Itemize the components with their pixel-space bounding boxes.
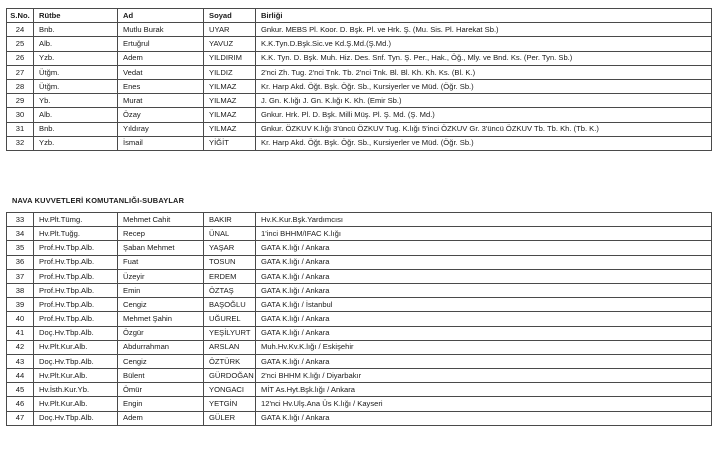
- cell-unit: Gnkur. MEBS Pl. Koor. D. Bşk. Pl. ve Hrk. Ş. (Mu. Sis. Pl. Harekat Sb.): [256, 23, 712, 37]
- cell-sno: 36: [7, 255, 34, 269]
- cell-surname: YEŞİLYURT: [204, 326, 256, 340]
- cell-unit: Kr. Harp Akd. Öğt. Bşk. Öğr. Sb., Kursiyerler ve Müd. (Öğr. Sb.): [256, 79, 712, 93]
- cell-unit: Gnkur. ÖZKUV K.lığı 3'üncü ÖZKUV Tug. K.lığı 5'inci ÖZKUV Gr. 3'üncü ÖZKUV Tb. Tb. Kh. (Tb. K.): [256, 122, 712, 136]
- cell-rank: Ütğm.: [34, 65, 118, 79]
- header-first-name: Ad: [118, 9, 204, 23]
- cell-rank: Prof.Hv.Tbp.Alb.: [34, 298, 118, 312]
- table-row: [7, 369, 712, 383]
- cell-first-name: Fuat: [118, 255, 204, 269]
- cell-unit: GATA K.lığı / Ankara: [256, 269, 712, 283]
- table-row: [7, 241, 712, 255]
- cell-sno: 46: [7, 397, 34, 411]
- cell-surname: YILDIRIM: [204, 51, 256, 65]
- cell-surname: YONGACI: [204, 383, 256, 397]
- cell-first-name: Mehmet Cahit: [118, 213, 204, 227]
- table-row: [7, 312, 712, 326]
- cell-rank: Prof.Hv.Tbp.Alb.: [34, 269, 118, 283]
- cell-rank: Yzb.: [34, 136, 118, 150]
- cell-first-name: Özgür: [118, 326, 204, 340]
- cell-rank: Yb.: [34, 94, 118, 108]
- cell-first-name: Murat: [118, 94, 204, 108]
- cell-surname: TOSUN: [204, 255, 256, 269]
- cell-unit: GATA K.lığı / Ankara: [256, 283, 712, 297]
- cell-surname: BAKIR: [204, 213, 256, 227]
- cell-rank: Prof.Hv.Tbp.Alb.: [34, 241, 118, 255]
- cell-unit: GATA K.lığı / Ankara: [256, 241, 712, 255]
- header-sno: S.No.: [7, 9, 34, 23]
- cell-first-name: İsmail: [118, 136, 204, 150]
- cell-sno: 40: [7, 312, 34, 326]
- cell-rank: Alb.: [34, 37, 118, 51]
- cell-surname: UĞUREL: [204, 312, 256, 326]
- cell-first-name: Üzeyir: [118, 269, 204, 283]
- cell-surname: YİĞİT: [204, 136, 256, 150]
- table-row: [7, 283, 712, 297]
- cell-first-name: Cengiz: [118, 298, 204, 312]
- table-row: [7, 122, 712, 136]
- cell-surname: YILDIZ: [204, 65, 256, 79]
- table-row: [7, 65, 712, 79]
- cell-unit: K.K. Tyn. D. Bşk. Muh. Hiz. Des. Snf. Tyn. Ş. Per., Hak., Öğ., Mly. ve Bnd. Ks. (Per. Tyn. Sb.): [256, 51, 712, 65]
- cell-unit: Kr. Harp Akd. Öğt. Bşk. Öğr. Sb., Kursiyerler ve Müd. (Öğr. Sb.): [256, 136, 712, 150]
- cell-surname: ERDEM: [204, 269, 256, 283]
- section-title: NAVA KUVVETLERİ KOMUTANLIĞI-SUBAYLAR: [12, 196, 185, 205]
- table-row: [7, 340, 712, 354]
- cell-surname: ARSLAN: [204, 340, 256, 354]
- cell-first-name: Vedat: [118, 65, 204, 79]
- table-row: [7, 213, 712, 227]
- cell-unit: J. Gn. K.lığı J. Gn. K.lığı K. Kh. (Emir Sb.): [256, 94, 712, 108]
- cell-unit: Hv.K.Kur.Bşk.Yardımcısı: [256, 213, 712, 227]
- cell-rank: Ütğm.: [34, 79, 118, 93]
- cell-surname: YILMAZ: [204, 94, 256, 108]
- cell-first-name: Adem: [118, 411, 204, 425]
- cell-rank: Yzb.: [34, 51, 118, 65]
- cell-first-name: Bülent: [118, 369, 204, 383]
- personnel-table-2: [6, 212, 712, 426]
- cell-sno: 26: [7, 51, 34, 65]
- cell-sno: 31: [7, 122, 34, 136]
- cell-surname: ÖZTAŞ: [204, 283, 256, 297]
- cell-unit: 1'inci BHHM/IFAC K.lığı: [256, 227, 712, 241]
- header-surname: Soyad: [204, 9, 256, 23]
- cell-rank: Hv.Plt.Tümg.: [34, 213, 118, 227]
- cell-sno: 28: [7, 79, 34, 93]
- header-rank: Rütbe: [34, 9, 118, 23]
- cell-first-name: Emin: [118, 283, 204, 297]
- cell-rank: Prof.Hv.Tbp.Alb.: [34, 255, 118, 269]
- cell-unit: GATA K.lığı / Ankara: [256, 411, 712, 425]
- table-row: [7, 411, 712, 425]
- cell-sno: 30: [7, 108, 34, 122]
- table-row: [7, 326, 712, 340]
- cell-first-name: Enes: [118, 79, 204, 93]
- cell-first-name: Yıldıray: [118, 122, 204, 136]
- cell-rank: Hv.Plt.Kur.Alb.: [34, 340, 118, 354]
- table-header-row: [7, 9, 712, 23]
- cell-sno: 33: [7, 213, 34, 227]
- cell-first-name: Adem: [118, 51, 204, 65]
- cell-sno: 37: [7, 269, 34, 283]
- table-row: [7, 298, 712, 312]
- cell-sno: 29: [7, 94, 34, 108]
- cell-surname: GÜLER: [204, 411, 256, 425]
- table-row: [7, 397, 712, 411]
- cell-first-name: Recep: [118, 227, 204, 241]
- cell-surname: BAŞOĞLU: [204, 298, 256, 312]
- cell-sno: 27: [7, 65, 34, 79]
- cell-first-name: Şaban Mehmet: [118, 241, 204, 255]
- cell-sno: 25: [7, 37, 34, 51]
- cell-first-name: Ertuğrul: [118, 37, 204, 51]
- cell-rank: Bnb.: [34, 23, 118, 37]
- table-row: [7, 136, 712, 150]
- cell-unit: GATA K.lığı / Ankara: [256, 326, 712, 340]
- cell-rank: Hv.İsth.Kur.Yb.: [34, 383, 118, 397]
- cell-sno: 38: [7, 283, 34, 297]
- cell-first-name: Cengiz: [118, 354, 204, 368]
- cell-surname: YILMAZ: [204, 79, 256, 93]
- cell-first-name: Engin: [118, 397, 204, 411]
- cell-unit: GATA K.lığı / Ankara: [256, 255, 712, 269]
- cell-rank: Hv.Plt.Kur.Alb.: [34, 369, 118, 383]
- cell-first-name: Özay: [118, 108, 204, 122]
- cell-sno: 45: [7, 383, 34, 397]
- cell-rank: Hv.Plt.Tuğg.: [34, 227, 118, 241]
- cell-rank: Prof.Hv.Tbp.Alb.: [34, 283, 118, 297]
- cell-sno: 42: [7, 340, 34, 354]
- cell-first-name: Mehmet Şahin: [118, 312, 204, 326]
- table-row: [7, 23, 712, 37]
- cell-rank: Alb.: [34, 108, 118, 122]
- cell-rank: Hv.Plt.Kur.Alb.: [34, 397, 118, 411]
- cell-unit: K.K.Tyn.D.Bşk.Sic.ve Kd.Ş.Md.(Ş.Md.): [256, 37, 712, 51]
- cell-surname: YAŞAR: [204, 241, 256, 255]
- cell-unit: 2'nci Zh. Tug. 2'nci Tnk. Tb. 2'nci Tnk. Bl. Bl. Kh. Kh. Ks. (Bl. K.): [256, 65, 712, 79]
- cell-unit: GATA K.lığı / İstanbul: [256, 298, 712, 312]
- table-row: [7, 255, 712, 269]
- cell-unit: GATA K.lığı / Ankara: [256, 312, 712, 326]
- table-row: [7, 37, 712, 51]
- table-row: [7, 79, 712, 93]
- cell-unit: 2'nci BHHM K.lığı / Diyarbakır: [256, 369, 712, 383]
- table-row: [7, 354, 712, 368]
- cell-sno: 43: [7, 354, 34, 368]
- cell-surname: UYAR: [204, 23, 256, 37]
- cell-sno: 39: [7, 298, 34, 312]
- cell-unit: Gnkur. Hrk. Pl. D. Bşk. Milli Müş. Pl. Ş. Md. (Ş. Md.): [256, 108, 712, 122]
- cell-unit: GATA K.lığı / Ankara: [256, 354, 712, 368]
- cell-rank: Bnb.: [34, 122, 118, 136]
- cell-surname: ÜNAL: [204, 227, 256, 241]
- table-row: [7, 94, 712, 108]
- cell-surname: YILMAZ: [204, 122, 256, 136]
- cell-sno: 34: [7, 227, 34, 241]
- cell-rank: Prof.Hv.Tbp.Alb.: [34, 312, 118, 326]
- cell-sno: 44: [7, 369, 34, 383]
- cell-rank: Doç.Hv.Tbp.Alb.: [34, 326, 118, 340]
- cell-surname: YETGİN: [204, 397, 256, 411]
- table-row: [7, 383, 712, 397]
- cell-sno: 47: [7, 411, 34, 425]
- cell-surname: GÜRDOĞAN: [204, 369, 256, 383]
- cell-sno: 35: [7, 241, 34, 255]
- cell-rank: Doç.Hv.Tbp.Alb.: [34, 354, 118, 368]
- cell-sno: 41: [7, 326, 34, 340]
- cell-sno: 32: [7, 136, 34, 150]
- header-unit: Birliği: [256, 9, 712, 23]
- table-row: [7, 227, 712, 241]
- cell-unit: MİT As.Hyt.Bşk.lığı / Ankara: [256, 383, 712, 397]
- cell-surname: ÖZTÜRK: [204, 354, 256, 368]
- cell-first-name: Mutlu Burak: [118, 23, 204, 37]
- table-row: [7, 51, 712, 65]
- cell-rank: Doç.Hv.Tbp.Alb.: [34, 411, 118, 425]
- cell-unit: Muh.Hv.Kv.K.lığı / Eskişehir: [256, 340, 712, 354]
- cell-surname: YILMAZ: [204, 108, 256, 122]
- table-row: [7, 269, 712, 283]
- cell-first-name: Ömür: [118, 383, 204, 397]
- cell-unit: 12'nci Hv.Ulş.Ana Üs K.lığı / Kayseri: [256, 397, 712, 411]
- personnel-table-1: [6, 8, 712, 151]
- table-row: [7, 108, 712, 122]
- cell-sno: 24: [7, 23, 34, 37]
- cell-surname: YAVUZ: [204, 37, 256, 51]
- cell-first-name: Abdurrahman: [118, 340, 204, 354]
